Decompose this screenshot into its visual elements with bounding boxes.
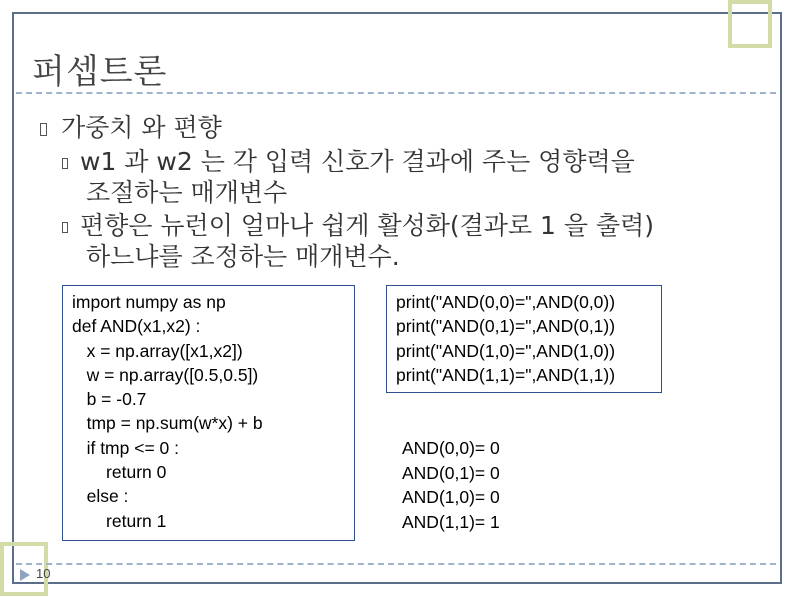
bullet-text: 가중치 와 편향 xyxy=(61,113,222,142)
code-line: if tmp <= 0 : xyxy=(72,437,179,458)
program-output xyxy=(402,436,500,534)
corner-decoration-top-right xyxy=(728,0,772,48)
footer-divider xyxy=(16,563,776,565)
bullet-level2-bias xyxy=(62,210,762,272)
page-number: 10 xyxy=(36,566,51,581)
output-line: AND(0,0)= 0 xyxy=(402,438,500,458)
code-line: def AND(x1,x2) : xyxy=(72,316,201,337)
square-bullet-icon xyxy=(62,158,68,169)
code-line: return 0 xyxy=(72,462,167,483)
code-line: print("AND(1,0)=",AND(1,0)) xyxy=(396,340,616,361)
code-line: print("AND(0,0)=",AND(0,0)) xyxy=(396,292,616,312)
code-block-and-function xyxy=(62,285,355,541)
bullet-text: w1 과 w2 는 각 입력 신호가 결과에 주는 영향력을 xyxy=(80,147,635,176)
bullet-text: 편향은 뉴런이 얼마나 쉽게 활성화(결과로 1 을 출력) xyxy=(80,211,655,240)
bullet-level2-weights xyxy=(62,146,762,208)
page-marker-arrow-icon xyxy=(20,569,30,581)
code-line: b = -0.7 xyxy=(72,389,147,410)
output-line: AND(0,1)= 0 xyxy=(402,462,500,483)
bullet-text-continuation: 조절하는 매개변수 xyxy=(86,178,288,207)
output-line: AND(1,1)= 1 xyxy=(402,511,500,532)
code-line: import numpy as np xyxy=(72,292,226,312)
square-bullet-icon xyxy=(62,222,68,233)
slide-title: 퍼셉트론 xyxy=(32,52,168,92)
output-line: AND(1,0)= 0 xyxy=(402,487,500,507)
bullet-level1 xyxy=(40,108,222,144)
code-line: w = np.array([0.5,0.5]) xyxy=(72,364,259,385)
square-bullet-icon xyxy=(40,123,47,136)
code-line: print("AND(0,1)=",AND(0,1)) xyxy=(396,316,616,337)
bullet-text-continuation: 하느냐를 조정하는 매개변수. xyxy=(86,242,400,271)
title-divider xyxy=(16,92,776,94)
code-line: print("AND(1,1)=",AND(1,1)) xyxy=(396,364,616,385)
code-line: else : xyxy=(72,486,129,507)
code-line: tmp = np.sum(w*x) + b xyxy=(72,413,263,434)
code-line: x = np.array([x1,x2]) xyxy=(72,340,243,361)
code-block-print-calls xyxy=(386,285,662,393)
code-line: return 1 xyxy=(72,510,167,531)
